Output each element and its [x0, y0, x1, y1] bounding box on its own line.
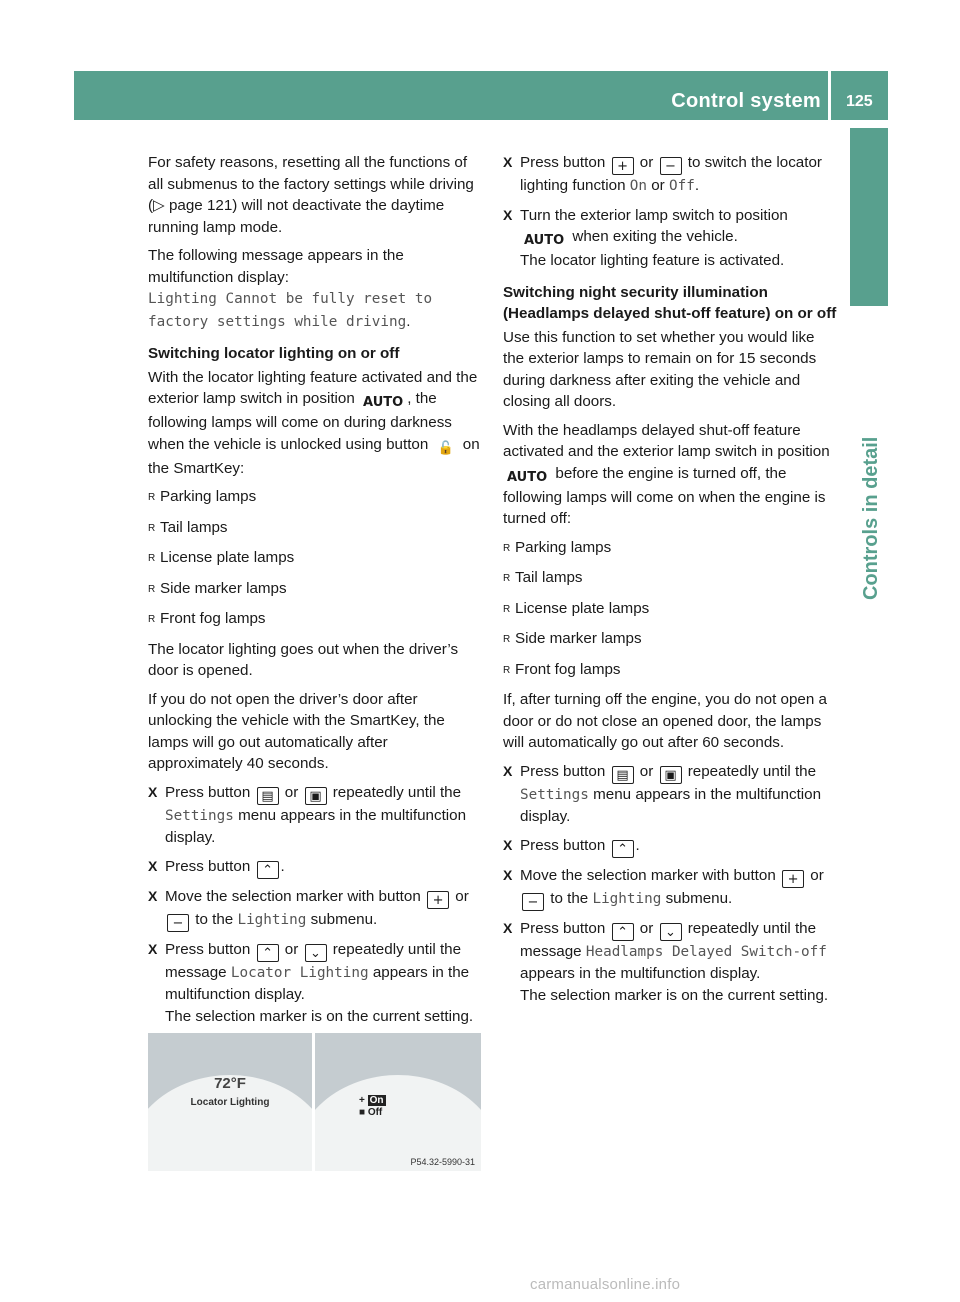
instruction-step: X Press button ▤ or ▣ repeatedly until the Settings menu appears in the multifunction display.	[503, 761, 839, 828]
paragraph: For safety reasons, resetting all the functions of all submenus to the factory settings while driving (▷ page 121) will not deactivate the daytime running lamp mode.	[148, 154, 474, 236]
paragraph: With the headlamps delayed shut-off feature activated and the exterior lamp switch in position AUTO before the engine is turned off, the following lamps will come on when the engine is turned off:	[503, 421, 830, 527]
list-item: R Parking lamps	[148, 488, 257, 505]
display-message: Locator Lighting	[190, 1097, 270, 1108]
display-panel-menu	[148, 1033, 312, 1171]
list-item: R Front fog lamps	[148, 610, 266, 627]
auto-icon: AUTO	[363, 395, 404, 410]
display-window-icon: ▣	[305, 787, 327, 805]
list-item: R Front fog lamps	[503, 660, 621, 678]
watermark: carmanualsonline.info	[530, 1276, 681, 1293]
bullet-list	[503, 537, 839, 682]
section-heading: Switching night security illumination (Headlamps delayed shut-off feature) on or off	[503, 283, 837, 322]
paragraph: The locator lighting goes out when the driver’s door is opened.	[148, 640, 459, 679]
display-message: Lighting Cannot be fully reset to factory settings while driving	[148, 291, 433, 330]
plus-icon: +	[427, 891, 449, 909]
up-arrow-icon: ⌃	[257, 861, 279, 879]
paragraph: If, after turning off the engine, you do not open a door or do not close an opened door, the lamps will automatically go out after 60 seconds.	[503, 691, 827, 751]
instruction-step: X Press button ⌃ or ⌄ repeatedly until the message Headlamps Delayed Switch-off appears in the multifunction display. The selection marker is on the current setting.	[503, 918, 839, 1007]
paragraph: The following message appears in the multifunction display: Lighting Cannot be fully reset to factory settings while driving.	[148, 247, 433, 330]
minus-icon: −	[167, 914, 189, 932]
side-tab-block	[850, 128, 888, 306]
up-arrow-icon: ⌃	[612, 923, 634, 941]
side-tab-label: Controls in detail	[860, 436, 882, 600]
display-window-icon: ▣	[660, 766, 682, 784]
up-arrow-icon: ⌃	[612, 840, 634, 858]
temperature-readout: 72°F	[214, 1075, 246, 1092]
option-off: ■ Off	[359, 1107, 383, 1118]
page-number: 125	[846, 93, 873, 110]
unlock-icon: 🔓	[437, 440, 454, 456]
header-separator	[828, 71, 831, 120]
auto-icon: AUTO	[524, 233, 565, 248]
list-item: R Side marker lamps	[148, 579, 287, 597]
up-arrow-icon: ⌃	[257, 944, 279, 962]
display-menu-icon: ▤	[612, 766, 634, 784]
instruction-step: X Press button ⌃ .	[503, 835, 839, 858]
list-item: R License plate lamps	[148, 549, 295, 566]
plus-icon: +	[782, 870, 804, 888]
section-heading: Switching locator lighting on or off	[148, 345, 400, 362]
minus-icon: −	[660, 157, 682, 175]
paragraph: If you do not open the driver’s door after unlocking the vehicle with the SmartKey, the lamps will go out automatically after approximately 40 seconds.	[148, 690, 445, 772]
left-column	[148, 152, 484, 1034]
option-on: + On	[359, 1095, 384, 1106]
paragraph: With the locator lighting feature activated and the exterior lamp switch in position AUTO , the following lamps will come on during darkness when the vehicle is unlocked using button 🔓 on the SmartKey:	[148, 368, 480, 477]
right-column	[503, 152, 839, 1013]
instruction-step: X Move the selection marker with button + or − to the Lighting submenu.	[148, 886, 484, 932]
display-panel-options	[315, 1033, 481, 1171]
paragraph: Use this function to set whether you would like the exterior lamps to remain on for 15 seconds during darkness after exiting the vehicle and closing all doors.	[503, 328, 817, 410]
instruction-step: X Press button ⌃ .	[148, 856, 484, 879]
down-arrow-icon: ⌄	[660, 923, 682, 941]
list-item: R Tail lamps	[503, 569, 583, 586]
instruction-step: X Press button ▤ or ▣ repeatedly until the Settings menu appears in the multifunction display.	[148, 782, 484, 849]
down-arrow-icon: ⌄	[305, 944, 327, 962]
bullet-list	[148, 486, 484, 631]
list-item: R Tail lamps	[148, 518, 228, 536]
display-figure	[148, 1033, 481, 1171]
instruction-step: X Press button ⌃ or ⌄ repeatedly until the message Locator Lighting appears in the multifunction display. The selection marker is on the current setting.	[148, 939, 484, 1028]
header-bar	[74, 71, 888, 120]
figure-code: P54.32-5990-31	[410, 1157, 475, 1167]
plus-icon: +	[612, 157, 634, 175]
display-menu-icon: ▤	[257, 787, 279, 805]
section-title: Control system	[671, 90, 821, 112]
list-item: R Side marker lamps	[503, 630, 642, 647]
list-item: R Parking lamps	[503, 538, 612, 556]
minus-icon: −	[522, 893, 544, 911]
instruction-step: X Turn the exterior lamp switch to position AUTO when exiting the vehicle. The locator lighting feature is activated.	[503, 205, 839, 272]
list-item: R License plate lamps	[503, 599, 650, 617]
instruction-step: X Press button + or − to switch the locator lighting function On or Off.	[503, 152, 839, 198]
instruction-step: X Move the selection marker with button + or − to the Lighting submenu.	[503, 865, 839, 911]
auto-icon: AUTO	[507, 469, 548, 485]
